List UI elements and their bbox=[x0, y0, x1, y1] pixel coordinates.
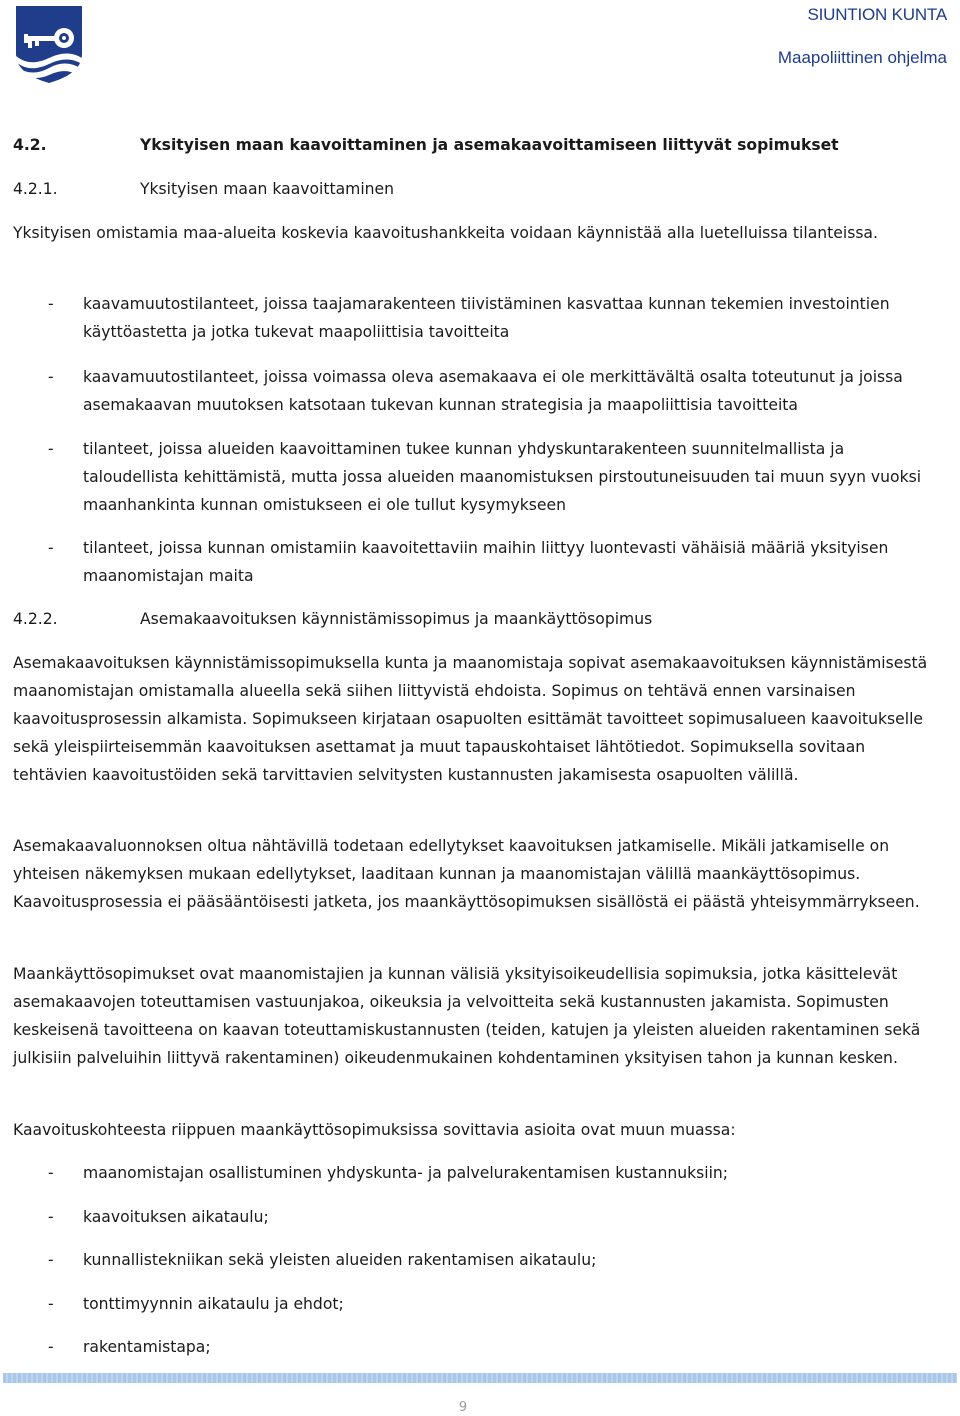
subsection-title-1: Yksityisen maan kaavoittaminen bbox=[140, 180, 395, 198]
list-item bbox=[48, 1333, 943, 1361]
list-item bbox=[48, 435, 943, 519]
bullet-dash: - bbox=[48, 539, 54, 557]
subsection-title-2: Asemakaavoituksen käynnistämissopimus ja maankäyttösopimus bbox=[140, 610, 653, 628]
footer-divider-bar bbox=[3, 1373, 957, 1383]
list-item bbox=[48, 534, 943, 590]
list-item-text: tilanteet, joissa kunnan omistamiin kaavoitettaviin maihin liittyy luontevasti vähäisiä määriä yksityisen maanomistajan maita bbox=[83, 539, 889, 585]
list-item-text: tilanteet, joissa alueiden kaavoittaminen tukee kunnan yhdyskuntarakenteen suunnitelmallista ja taloudellista kehittämistä, mutta jossa alueiden maanomistuksen pirstoutuneisuuden tai muun syyn vuoksi maanhankinta kunnan omistukseen ei ole tullut kysymykseen bbox=[83, 440, 922, 514]
bullet-dash: - bbox=[48, 368, 54, 386]
bullet-dash: - bbox=[48, 1251, 54, 1269]
section-number: 4.2. bbox=[13, 136, 47, 154]
list-item bbox=[48, 1159, 943, 1187]
bullet-dash: - bbox=[48, 440, 54, 458]
paragraph: Asemakaavoituksen käynnistämissopimuksella kunta ja maanomistaja sopivat asemakaavoituksen käynnistämisestä maanomistajan omistamalla alueella sekä siihen liittyvistä ehdoista. Sopimus on tehtävä ennen varsinaisen kaavoitusprosessin alkamista. Sopimukseen kirjataan osapuolten esittämät tavoitteet sopimusalueen kaavoitukselle sekä yleispiirteisemmän kaavoituksen asettamat ja muut tapauskohtaiset lähtötiedot. Sopimuksella sovitaan tehtävien kaavoitustöiden sekä tarvittavien selvitysten kustannusten jakamisesta osapuolten välillä. bbox=[13, 654, 928, 784]
bullet-dash: - bbox=[48, 1338, 54, 1356]
list-item-text: tonttimyynnin aikataulu ja ehdot; bbox=[83, 1295, 344, 1313]
intro-paragraph: Yksityisen omistamia maa-alueita koskevia kaavoitushankkeita voidaan käynnistää alla luetelluissa tilanteissa. bbox=[13, 224, 878, 242]
list-item-text: kaavamuutostilanteet, joissa taajamarakenteen tiivistäminen kasvattaa kunnan tekemien investointien käyttöastetta ja jotka tukevat maapoliittisia tavoitteita bbox=[83, 295, 890, 341]
section-heading bbox=[13, 131, 839, 159]
bullet-dash: - bbox=[48, 295, 54, 313]
section-title: Yksityisen maan kaavoittaminen ja asemakaavoittamiseen liittyvät sopimukset bbox=[140, 136, 839, 154]
list-item bbox=[48, 1290, 943, 1318]
municipality-coat-of-arms-logo bbox=[14, 4, 84, 84]
list-item-text: maanomistajan osallistuminen yhdyskunta- ja palvelurakentamisen kustannuksiin; bbox=[83, 1164, 729, 1182]
list-item bbox=[48, 363, 943, 419]
paragraph: Asemakaavaluonnoksen oltua nähtävillä todetaan edellytykset kaavoituksen jatkamiselle. Mikäli jatkamiselle on yhteisen näkemyksen mukaan edellytykset, laaditaan kunnan ja maanomistajan välillä maankäyttösopimus. Kaavoitusprosessia ei pääsääntöisesti jatketa, jos maankäyttösopimuksen sisällöstä ei päästä yhteisymmärrykseen. bbox=[13, 837, 920, 911]
paragraph: Kaavoituskohteesta riippuen maankäyttösopimuksissa sovittavia asioita ovat muun muassa: bbox=[13, 1121, 736, 1139]
bullet-dash: - bbox=[48, 1208, 54, 1226]
bullet-dash: - bbox=[48, 1295, 54, 1313]
bullet-dash: - bbox=[48, 1164, 54, 1182]
list-item bbox=[48, 290, 943, 346]
header-document-title: Maapoliittinen ohjelma bbox=[777, 48, 947, 67]
paragraph: Maankäyttösopimukset ovat maanomistajien ja kunnan välisiä yksityisoikeudellisia sopimuksia, jotka käsittelevät asemakaavojen toteuttamisen vastuunjakoa, oikeuksia ja velvoitteita sekä kustannusten jakamista. Sopimusten keskeisenä tavoitteena on kaavan toteuttamiskustannusten (teiden, katujen ja yleisten alueiden rakentaminen sekä julkisiin palveluihin liittyvä rakentaminen) oikeudenmukainen kohdentaminen yksityisen tahon ja kunnan kesken. bbox=[13, 965, 921, 1067]
list-item-text: kaavoituksen aikataulu; bbox=[83, 1208, 269, 1226]
subsection-heading-2 bbox=[13, 605, 652, 633]
subsection-number-2: 4.2.2. bbox=[13, 610, 58, 628]
subsection-heading-1 bbox=[13, 175, 394, 203]
list-item bbox=[48, 1203, 943, 1231]
list-item-text: rakentamistapa; bbox=[83, 1338, 211, 1356]
list-item-text: kunnallistekniikan sekä yleisten alueiden rakentamisen aikataulu; bbox=[83, 1251, 597, 1269]
list-item-text: kaavamuutostilanteet, joissa voimassa oleva asemakaava ei ole merkittävältä osalta toteutunut ja joissa asemakaavan muutoksen katsotaan tukevan kunnan strategisia ja maapoliittisia tavoitteita bbox=[83, 368, 903, 414]
list-item bbox=[48, 1246, 943, 1274]
header-organization: SIUNTION KUNTA bbox=[807, 5, 947, 24]
page-number: 9 bbox=[458, 1400, 468, 1415]
subsection-number-1: 4.2.1. bbox=[13, 180, 58, 198]
